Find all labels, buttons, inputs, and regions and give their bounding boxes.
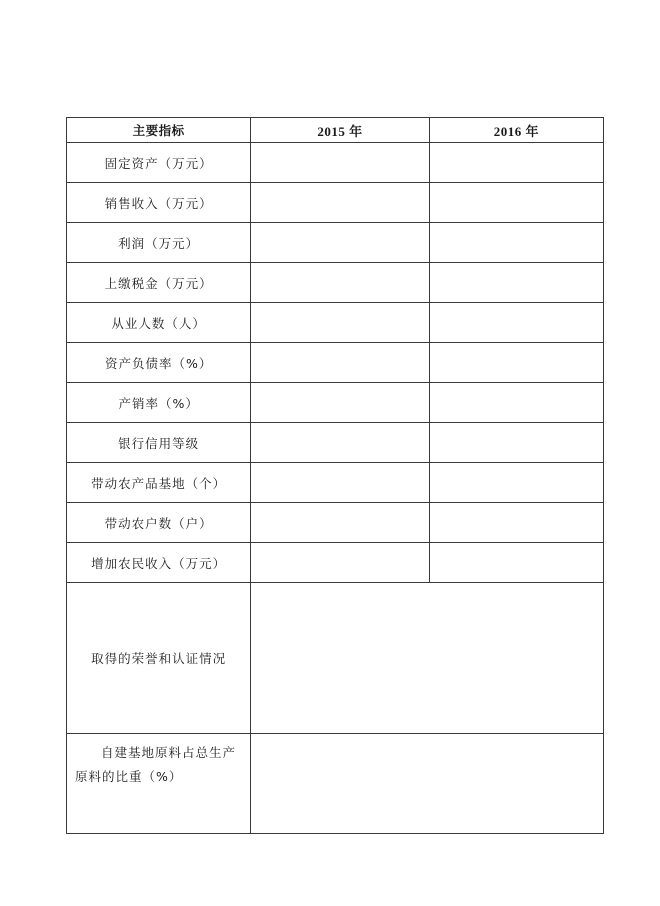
value-cell-2016[interactable]	[429, 183, 603, 223]
table-row	[67, 383, 604, 423]
row-label-employees: 从业人数（人）	[67, 303, 251, 343]
ratio-label-line-2: 原料的比重（%）	[75, 769, 183, 784]
table-row	[67, 503, 604, 543]
indicator-form	[66, 117, 604, 837]
header-main-indicator: 主要指标	[67, 118, 251, 143]
value-cell-2015[interactable]	[251, 503, 429, 543]
row-label-farmer-income-increase: 增加农民收入（万元）	[67, 543, 251, 583]
header-year-2016: 2016 年	[429, 118, 603, 143]
table-row	[67, 143, 604, 183]
row-label-sales-rate: 产销率（%）	[67, 383, 251, 423]
row-label-production-bases: 带动农产品基地（个）	[67, 463, 251, 503]
ratio-value-cell[interactable]	[251, 734, 604, 834]
table-row	[67, 543, 604, 583]
table-row	[67, 263, 604, 303]
value-cell-2016[interactable]	[429, 423, 603, 463]
value-cell-2016[interactable]	[429, 463, 603, 503]
value-cell-2016[interactable]	[429, 303, 603, 343]
value-cell-2015[interactable]	[251, 223, 429, 263]
row-label-sales-revenue: 销售收入（万元）	[67, 183, 251, 223]
table-row	[67, 343, 604, 383]
header-year-2015: 2015 年	[251, 118, 429, 143]
value-cell-2016[interactable]	[429, 223, 603, 263]
honors-value-cell[interactable]	[251, 583, 604, 734]
value-cell-2016[interactable]	[429, 383, 603, 423]
table-row	[67, 223, 604, 263]
indicator-table	[66, 117, 604, 834]
table-row	[67, 183, 604, 223]
row-label-fixed-assets: 固定资产（万元）	[67, 143, 251, 183]
value-cell-2015[interactable]	[251, 463, 429, 503]
table-row	[67, 463, 604, 503]
table-row-honors	[67, 583, 604, 734]
row-label-profit: 利润（万元）	[67, 223, 251, 263]
value-cell-2016[interactable]	[429, 343, 603, 383]
row-label-honors-certifications: 取得的荣誉和认证情况	[67, 583, 251, 734]
value-cell-2016[interactable]	[429, 263, 603, 303]
table-row-raw-material-ratio	[67, 734, 604, 834]
table-row	[67, 303, 604, 343]
value-cell-2015[interactable]	[251, 543, 429, 583]
value-cell-2016[interactable]	[429, 143, 603, 183]
table-row	[67, 423, 604, 463]
value-cell-2015[interactable]	[251, 183, 429, 223]
row-label-raw-material-ratio	[67, 734, 251, 834]
value-cell-2016[interactable]	[429, 543, 603, 583]
row-label-taxes-paid: 上缴税金（万元）	[67, 263, 251, 303]
value-cell-2015[interactable]	[251, 423, 429, 463]
value-cell-2015[interactable]	[251, 383, 429, 423]
row-label-farm-households: 带动农户数（户）	[67, 503, 251, 543]
value-cell-2016[interactable]	[429, 503, 603, 543]
table-header-row	[67, 118, 604, 143]
value-cell-2015[interactable]	[251, 343, 429, 383]
row-label-debt-ratio: 资产负债率（%）	[67, 343, 251, 383]
ratio-label-line-1: 自建基地原料占总生产	[101, 745, 237, 760]
value-cell-2015[interactable]	[251, 263, 429, 303]
value-cell-2015[interactable]	[251, 143, 429, 183]
value-cell-2015[interactable]	[251, 303, 429, 343]
row-label-credit-rating: 银行信用等级	[67, 423, 251, 463]
